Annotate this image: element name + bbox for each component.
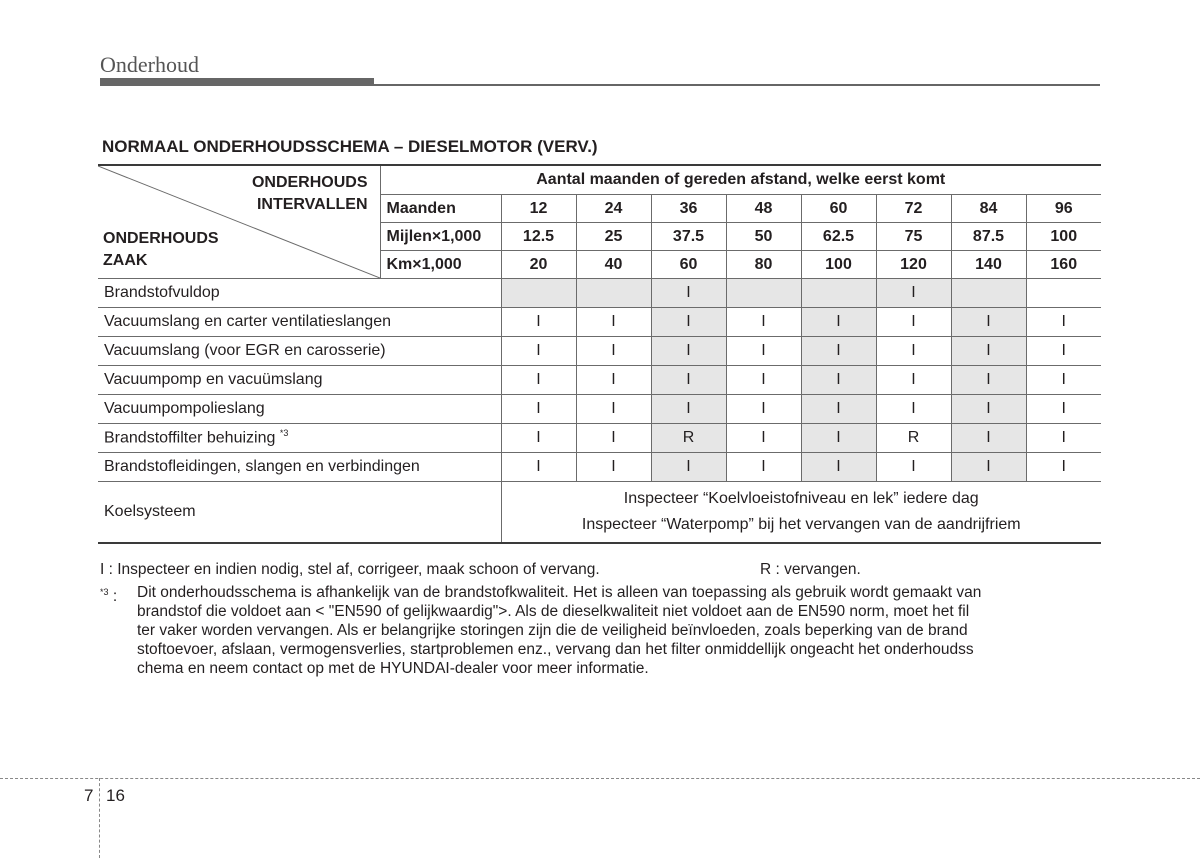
interval-value: 96 [1026, 195, 1101, 223]
schedule-mark [1026, 279, 1101, 308]
footnote-line: ter vaker worden vervangen. Als er belangrijke storingen zijn die de veiligheid beïnvloeden, zoals beperking van de brand [137, 622, 968, 639]
schedule-mark [951, 279, 1026, 308]
schedule-mark: I [951, 366, 1026, 395]
schedule-mark: I [576, 424, 651, 453]
schedule-mark: I [1026, 453, 1101, 482]
schedule-mark: I [651, 453, 726, 482]
footnote-marker-sup: *3 [100, 587, 109, 597]
footnote-text [137, 583, 1100, 678]
footnote-line: stoftoevoer, afslaan, vermogensverlies, startproblemen enz., vervang dan het filter onmiddellijk ongeacht het onderhoudss [137, 641, 974, 658]
corner-top-label [252, 172, 368, 216]
interval-value: 20 [501, 251, 576, 279]
schedule-mark: I [651, 279, 726, 308]
schedule-mark [576, 279, 651, 308]
footer-rule [0, 778, 1200, 779]
schedule-mark: I [801, 308, 876, 337]
interval-value: 87.5 [951, 223, 1026, 251]
schedule-mark: I [876, 337, 951, 366]
schedule-mark: I [726, 308, 801, 337]
corner-bottom-label [103, 228, 219, 272]
interval-header: Aantal maanden of gereden afstand, welke eerst komt [380, 165, 1101, 195]
schedule-mark: I [501, 308, 576, 337]
schedule-mark: I [1026, 308, 1101, 337]
schedule-mark: R [876, 424, 951, 453]
interval-value: 72 [876, 195, 951, 223]
cooling-line: Inspecteer “Waterpomp” bij het vervangen van de aandrijfriem [581, 516, 1021, 533]
schedule-mark: I [651, 308, 726, 337]
cooling-line: Inspecteer “Koelvloeistofniveau en lek” iedere dag [623, 490, 979, 507]
footer-divider [99, 778, 100, 858]
maintenance-item [98, 337, 501, 366]
interval-value: 75 [876, 223, 951, 251]
schedule-mark: I [576, 337, 651, 366]
schedule-mark: I [801, 395, 876, 424]
corner-top-line: ONDERHOUDS [251, 174, 368, 191]
table-corner-cell [98, 165, 380, 279]
footnote-line: Dit onderhoudsschema is afhankelijk van de brandstofkwaliteit. Het is alleen van toepassing als gebruik wordt gemaakt van [137, 584, 982, 601]
footnote-line: brandstof die voldoet aan < "EN590 of gelijkwaardig">. Als de dieselkwaliteit niet voldoet aan de EN590 norm, moet het fil [137, 603, 970, 620]
schedule-mark: I [801, 453, 876, 482]
interval-value: 48 [726, 195, 801, 223]
chapter-number: 7 [84, 786, 94, 805]
item-name: Brandstofvuldop [104, 284, 220, 301]
interval-value: 40 [576, 251, 651, 279]
section-title: NORMAAL ONDERHOUDSSCHEMA – DIESELMOTOR (VERV.) [102, 137, 598, 156]
item-name: Brandstoffilter behuizing [104, 429, 280, 447]
interval-value: 80 [726, 251, 801, 279]
schedule-mark: I [501, 395, 576, 424]
schedule-mark: I [951, 424, 1026, 453]
schedule-mark: I [576, 395, 651, 424]
schedule-mark: I [651, 337, 726, 366]
schedule-mark: R [651, 424, 726, 453]
schedule-mark: I [876, 395, 951, 424]
schedule-mark: I [726, 337, 801, 366]
schedule-mark: I [951, 337, 1026, 366]
maintenance-item [98, 366, 501, 395]
schedule-mark: I [651, 395, 726, 424]
schedule-mark: I [1026, 395, 1101, 424]
interval-value: 24 [576, 195, 651, 223]
interval-value: 62.5 [801, 223, 876, 251]
item-name: Vacuumslang (voor EGR en carosserie) [104, 342, 386, 359]
schedule-mark: I [801, 337, 876, 366]
schedule-mark: I [951, 395, 1026, 424]
schedule-mark: I [726, 424, 801, 453]
page-number: 16 [106, 786, 125, 805]
interval-value: 25 [576, 223, 651, 251]
maintenance-item [98, 279, 501, 308]
unit-label: Maanden [380, 195, 501, 223]
item-footnote-ref: *3 [279, 428, 289, 439]
corner-bottom-line: ONDERHOUDS [103, 230, 219, 247]
interval-value: 50 [726, 223, 801, 251]
item-name: Brandstofleidingen, slangen en verbindingen [104, 458, 420, 475]
maintenance-item [98, 424, 501, 453]
schedule-mark [801, 279, 876, 308]
schedule-mark: I [1026, 424, 1101, 453]
interval-value: 60 [801, 195, 876, 223]
interval-value: 160 [1026, 251, 1101, 279]
schedule-mark: I [876, 279, 951, 308]
header-bar [100, 78, 374, 86]
schedule-mark [726, 279, 801, 308]
footnote [100, 583, 1100, 678]
interval-value: 60 [651, 251, 726, 279]
schedule-mark: I [576, 366, 651, 395]
schedule-mark: I [1026, 337, 1101, 366]
header-rule [374, 84, 1100, 86]
footnote-marker [100, 583, 117, 606]
schedule-mark: I [726, 395, 801, 424]
schedule-mark: I [951, 453, 1026, 482]
schedule-mark: I [501, 366, 576, 395]
interval-value: 120 [876, 251, 951, 279]
interval-value: 12.5 [501, 223, 576, 251]
cooling-instructions [501, 482, 1101, 544]
page-header-title: Onderhoud [100, 52, 199, 77]
legend-replace: R : vervangen. [760, 561, 861, 578]
interval-value: 37.5 [651, 223, 726, 251]
schedule-mark: I [876, 453, 951, 482]
legend-inspect: I : Inspecteer en indien nodig, stel af, corrigeer, maak schoon of vervang. [100, 561, 600, 578]
schedule-mark: I [801, 424, 876, 453]
unit-label: Mijlen×1,000 [380, 223, 501, 251]
interval-value: 100 [1026, 223, 1101, 251]
schedule-mark: I [501, 453, 576, 482]
interval-value: 84 [951, 195, 1026, 223]
schedule-mark [501, 279, 576, 308]
schedule-mark: I [876, 366, 951, 395]
schedule-mark: I [726, 366, 801, 395]
schedule-mark: I [801, 366, 876, 395]
legend [100, 561, 861, 579]
corner-bottom-line: ZAAK [103, 252, 148, 269]
interval-value: 12 [501, 195, 576, 223]
schedule-mark: I [651, 366, 726, 395]
item-name: Vacuumslang en carter ventilatieslangen [104, 313, 391, 330]
interval-value: 140 [951, 251, 1026, 279]
schedule-mark: I [576, 308, 651, 337]
schedule-mark: I [576, 453, 651, 482]
maintenance-item-cooling: Koelsysteem [98, 482, 501, 544]
unit-label: Km×1,000 [380, 251, 501, 279]
corner-top-line: INTERVALLEN [256, 196, 368, 213]
item-name: Vacuumpomp en vacuümslang [104, 371, 323, 388]
footnote-marker-sep: : [108, 588, 118, 606]
schedule-mark: I [501, 424, 576, 453]
schedule-mark: I [1026, 366, 1101, 395]
schedule-mark: I [876, 308, 951, 337]
schedule-mark: I [951, 308, 1026, 337]
schedule-mark: I [726, 453, 801, 482]
schedule-mark: I [501, 337, 576, 366]
maintenance-table [98, 164, 1101, 544]
maintenance-item [98, 395, 501, 424]
maintenance-item [98, 453, 501, 482]
interval-value: 100 [801, 251, 876, 279]
item-name: Vacuumpompolieslang [104, 400, 265, 417]
maintenance-item [98, 308, 501, 337]
footnote-line: chema en neem contact op met de HYUNDAI-dealer voor meer informatie. [137, 660, 649, 677]
interval-value: 36 [651, 195, 726, 223]
